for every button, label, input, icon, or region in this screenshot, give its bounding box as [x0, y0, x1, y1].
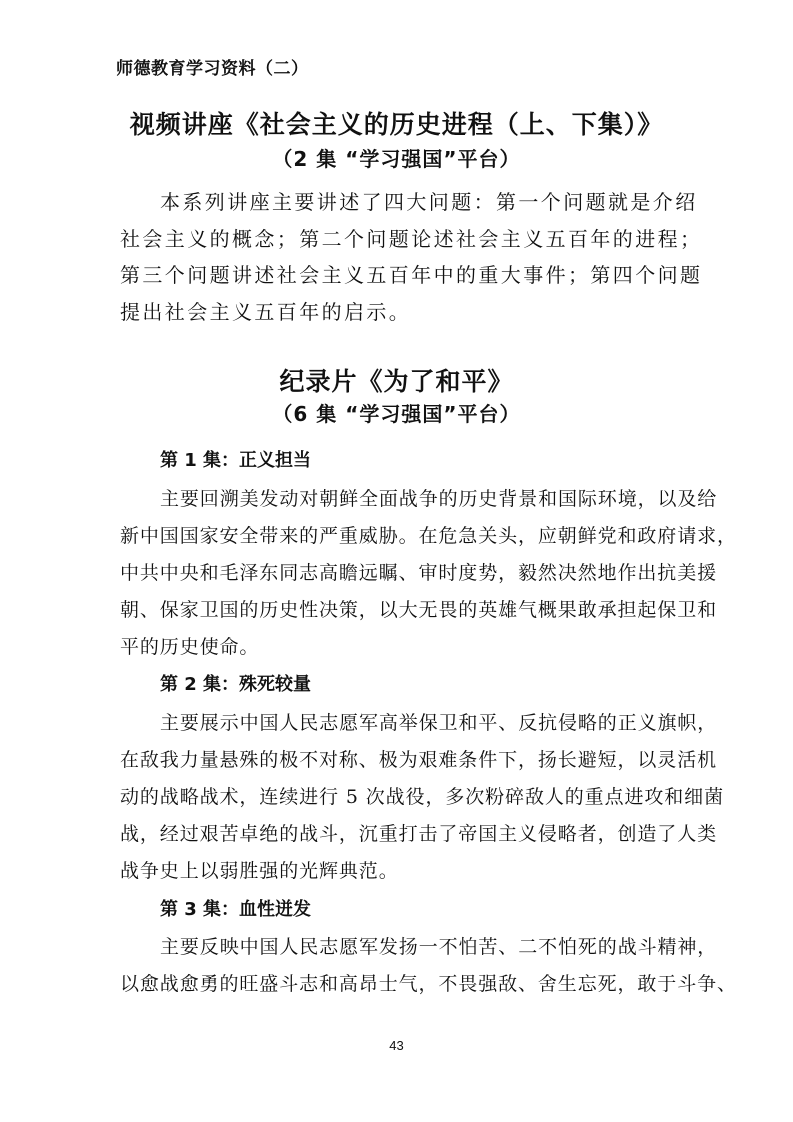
- paragraph-line: 战，经过艰苦卓绝的战斗，沉重打击了帝国主义侵略者，创造了人类: [120, 823, 718, 845]
- paragraph-line: 在敌我力量悬殊的极不对称、极为艰难条件下，扬长避短，以灵活机: [120, 749, 718, 771]
- lecture-subtitle: （2 集 “学习强国”平台）: [272, 147, 521, 171]
- paragraph-line: 主要展示中国人民志愿军高举保卫和平、反抗侵略的正义旗帜，: [160, 712, 718, 734]
- paragraph-line: 本系列讲座主要讲述了四大问题：第一个问题就是介绍: [160, 190, 698, 214]
- documentary-title: 纪录片《为了和平》: [279, 367, 514, 396]
- paragraph-line: 朝、保家卫国的历史性决策，以大无畏的英雄气概果敢承担起保卫和: [120, 599, 718, 621]
- document-header: 师德教育学习资料（二）: [116, 59, 309, 79]
- paragraph-line: 战争史上以弱胜强的光辉典范。: [120, 860, 399, 882]
- paragraph-line: 社会主义的概念；第二个问题论述社会主义五百年的进程；: [120, 226, 703, 251]
- paragraph-line: 主要回溯美发动对朝鲜全面战争的历史背景和国际环境，以及给: [160, 488, 718, 510]
- episode-heading: 第 3 集：血性迸发: [160, 899, 312, 920]
- documentary-subtitle: （6 集 “学习强国”平台）: [272, 402, 521, 426]
- page-number: 43: [389, 1038, 404, 1053]
- paragraph-line: 第三个问题讲述社会主义五百年中的重大事件；第四个问题: [120, 263, 703, 287]
- paragraph-line: 新中国国家安全带来的严重威胁。在危急关头，应朝鲜党和政府请求，: [120, 525, 737, 547]
- paragraph-line: 提出社会主义五百年的启示。: [120, 299, 412, 324]
- paragraph-line: 主要反映中国人民志愿军发扬一不怕苦、二不怕死的战斗精神，: [160, 936, 718, 958]
- episode-description: [120, 481, 737, 666]
- episode-heading: 第 1 集：正义担当: [160, 450, 312, 471]
- episode-heading: 第 2 集：殊死较量: [160, 674, 312, 695]
- episode-description: [120, 705, 724, 890]
- lecture-description: [120, 184, 703, 330]
- lecture-title: 视频讲座《社会主义的历史进程（上、下集）》: [129, 110, 664, 139]
- paragraph-line: 以愈战愈勇的旺盛斗志和高昂士气，不畏强敌、舍生忘死，敢于斗争、: [120, 973, 737, 995]
- paragraph-line: 中共中央和毛泽东同志高瞻远瞩、审时度势，毅然决然地作出抗美援: [120, 562, 718, 584]
- episode-description: [120, 929, 737, 1003]
- paragraph-line: 平的历史使命。: [120, 636, 260, 658]
- paragraph-line: 动的战略战术，连续进行 5 次战役，多次粉碎敌人的重点进攻和细菌: [120, 786, 724, 808]
